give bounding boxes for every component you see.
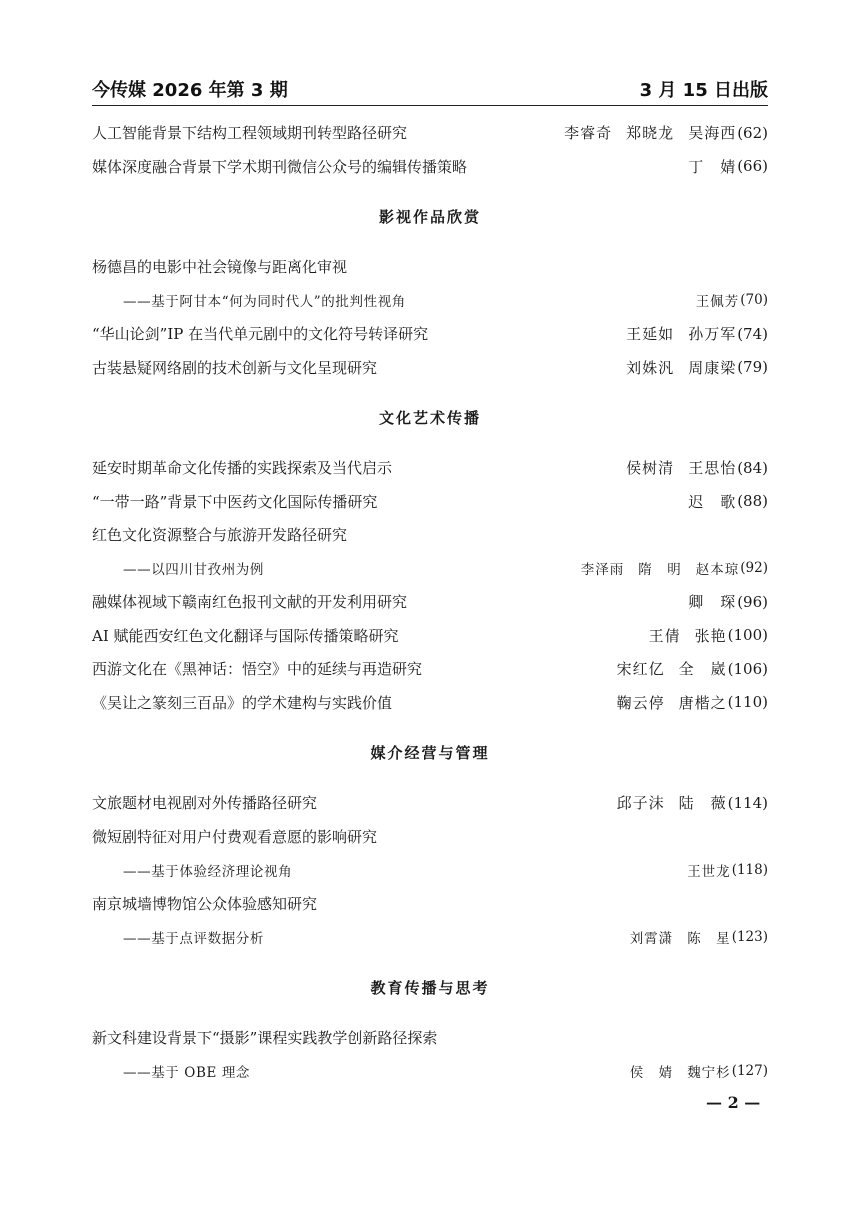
toc-entry[interactable] <box>92 786 768 820</box>
article-title: “一带一路”背景下中医药文化国际传播研究 <box>92 492 378 511</box>
author-name: 鞠云停 <box>616 693 665 712</box>
article-title: “华山论剑”IP 在当代单元剧中的文化符号转译研究 <box>92 325 429 344</box>
journal-issue: 今传媒 2026 年第 3 期 <box>92 80 288 101</box>
toc-subtitle-row[interactable] <box>92 853 768 887</box>
toc-entry[interactable] <box>92 686 768 720</box>
toc-entry[interactable] <box>92 518 768 552</box>
page-ref: (74) <box>737 324 768 343</box>
author-list <box>630 927 768 947</box>
author-name: 王思怡 <box>688 459 737 478</box>
author-list <box>581 558 768 578</box>
page-ref: (96) <box>737 592 768 611</box>
article-title: 红色文化资源整合与旅游开发路径研究 <box>92 526 348 545</box>
page-number: — 2 — <box>706 1093 761 1112</box>
author-name: 迟 歌 <box>688 492 737 511</box>
article-title: 微短剧特征对用户付费观看意愿的影响研究 <box>92 827 378 846</box>
article-title: 西游文化在《黑神话：悟空》中的延续与再造研究 <box>92 660 423 679</box>
publish-date: 3 月 15 日出版 <box>639 80 768 101</box>
running-header <box>92 74 768 102</box>
section-heading: 教育传播与思考 <box>370 978 490 997</box>
article-title: AI 赋能西安红色文化翻译与国际传播策略研究 <box>92 626 399 645</box>
author-name: 王世龙 <box>687 863 731 880</box>
article-title: 媒体深度融合背景下学术期刊微信公众号的编辑传播策略 <box>92 157 468 176</box>
author-list <box>688 156 768 177</box>
article-title: 人工智能背景下结构工程领域期刊转型路径研究 <box>92 124 408 143</box>
page-ref: (70) <box>740 292 768 309</box>
author-list <box>564 122 768 143</box>
toc-entry[interactable] <box>92 116 768 150</box>
article-subtitle: ——基于 OBE 理念 <box>123 1064 251 1081</box>
author-name: 王倩 <box>648 626 681 645</box>
article-title: 古装悬疑网络剧的技术创新与文化呈现研究 <box>92 358 378 377</box>
article-title: 新文科建设背景下“摄影”课程实践教学创新路径探索 <box>92 1028 438 1047</box>
toc-subtitle-row[interactable] <box>92 920 768 954</box>
page-ref: (92) <box>740 560 768 577</box>
page-ref: (127) <box>731 1062 768 1079</box>
article-subtitle: ——以四川甘孜州为例 <box>123 562 264 579</box>
author-list <box>626 457 768 478</box>
page-ref: (66) <box>737 157 768 176</box>
author-name: 陆 薇 <box>678 794 727 813</box>
page-ref: (79) <box>737 358 768 377</box>
author-name: 郑晓龙 <box>626 124 675 143</box>
author-name: 侯 婧 <box>629 1064 674 1081</box>
author-name: 吴海西 <box>688 124 737 143</box>
author-list <box>688 591 768 612</box>
article-title: 《吴让之篆刻三百品》的学术建构与实践价值 <box>92 693 393 712</box>
page-ref: (100) <box>727 626 768 645</box>
toc-entry[interactable] <box>92 317 768 351</box>
article-title: 融媒体视域下赣南红色报刊文献的开发利用研究 <box>92 593 408 612</box>
toc-subtitle-row[interactable] <box>92 552 768 586</box>
author-name: 李睿奇 <box>564 124 613 143</box>
author-name: 周康梁 <box>688 358 737 377</box>
article-title: 文旅题材电视剧对外传播路径研究 <box>92 794 318 813</box>
author-name: 全 崴 <box>678 660 727 679</box>
toc-subtitle-row[interactable] <box>92 284 768 318</box>
article-subtitle: ——基于阿甘本“何为同时代人”的批判性视角 <box>123 294 406 311</box>
author-name: 刘姝汎 <box>626 358 675 377</box>
table-of-contents <box>92 116 768 1088</box>
page-ref: (123) <box>731 928 768 945</box>
author-name: 赵本琼 <box>695 562 740 579</box>
section-heading: 影视作品欣赏 <box>378 208 481 226</box>
toc-subtitle-row[interactable] <box>92 1054 768 1088</box>
header-rule <box>92 105 768 106</box>
toc-entry[interactable] <box>92 887 768 921</box>
toc-entry[interactable] <box>92 485 768 519</box>
page-ref: (114) <box>727 793 768 812</box>
author-name: 刘霄潇 <box>629 930 674 947</box>
author-name: 卿 琛 <box>688 593 737 612</box>
author-name: 张艳 <box>694 626 727 645</box>
author-name: 李泽雨 <box>580 562 625 579</box>
author-list <box>626 357 768 378</box>
toc-entry[interactable] <box>92 250 768 284</box>
author-list <box>626 323 768 344</box>
toc-entry[interactable] <box>92 150 768 184</box>
author-name: 唐楷之 <box>678 693 727 712</box>
author-list <box>687 860 768 880</box>
author-name: 孙万军 <box>688 325 737 344</box>
toc-entry[interactable] <box>92 351 768 385</box>
author-list <box>617 792 768 813</box>
section-heading: 文化艺术传播 <box>378 409 481 427</box>
author-list <box>696 290 768 310</box>
toc-entry[interactable] <box>92 585 768 619</box>
author-list <box>630 1061 768 1081</box>
author-name: 魏宁杉 <box>687 1064 731 1081</box>
author-list <box>617 692 768 713</box>
author-list <box>617 658 768 679</box>
page-ref: (84) <box>737 458 768 477</box>
article-title: 延安时期革命文化传播的实践探索及当代启示 <box>92 459 393 478</box>
author-name: 侯树清 <box>626 459 675 478</box>
author-name: 宋红亿 <box>616 660 665 679</box>
toc-entry[interactable] <box>92 619 768 653</box>
author-name: 丁 婧 <box>688 157 737 176</box>
page-ref: (62) <box>737 123 768 142</box>
author-name: 邱子沫 <box>616 794 665 813</box>
page-ref: (88) <box>737 492 768 511</box>
author-name: 隋 明 <box>638 562 682 579</box>
article-subtitle: ——基于点评数据分析 <box>123 930 264 947</box>
article-title: 杨德昌的电影中社会镜像与距离化审视 <box>92 258 348 277</box>
section-heading: 媒介经营与管理 <box>370 744 490 762</box>
page-ref: (118) <box>731 861 768 878</box>
article-subtitle: ——基于体验经济理论视角 <box>123 863 293 880</box>
author-name: 王佩芳 <box>695 294 740 311</box>
page-ref: (110) <box>727 693 768 712</box>
author-name: 王延如 <box>626 325 675 344</box>
author-list <box>688 491 768 512</box>
page-ref: (106) <box>727 659 768 678</box>
toc-entry[interactable] <box>92 820 768 854</box>
article-title: 南京城墙博物馆公众体验感知研究 <box>92 894 318 913</box>
author-name: 陈 星 <box>687 930 731 947</box>
toc-entry[interactable] <box>92 1021 768 1055</box>
author-list <box>649 625 768 646</box>
toc-entry[interactable] <box>92 451 768 485</box>
toc-entry[interactable] <box>92 652 768 686</box>
